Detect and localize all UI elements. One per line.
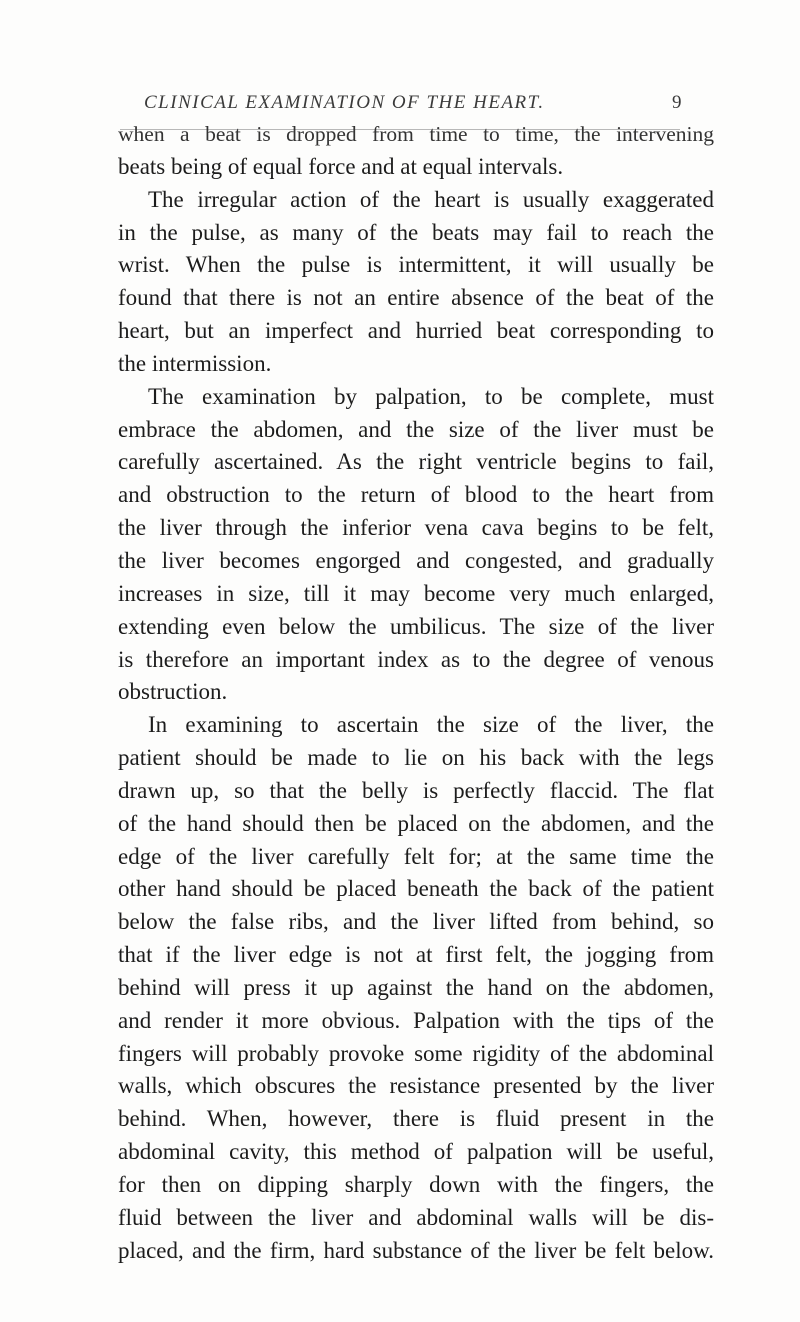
text-line: edge of the liver carefully felt for; at the same time the <box>118 843 714 869</box>
running-title: CLINICAL EXAMINATION OF THE HEART. <box>144 92 545 113</box>
text-line: for then on dipping sharply down with the fingers, the <box>118 1172 714 1197</box>
text-line: patient should be made to lie on his back with the legs <box>118 745 714 771</box>
body-text <box>118 118 714 1268</box>
text-line: of the hand should then be placed on the abdomen, and the <box>118 810 714 836</box>
text-line: found that there is not an entire absence of the beat of the <box>118 285 714 311</box>
text-line: and obstruction to the return of blood to the heart from <box>118 482 714 508</box>
text-line: the liver becomes engorged and congested, and gradually <box>118 547 714 573</box>
text-line: In examining to ascertain the size of the liver, the <box>148 712 714 738</box>
text-line: the liver through the inferior vena cava begins to be felt, <box>118 515 714 541</box>
text-line: behind will press it up against the hand on the abdomen, <box>118 974 714 1000</box>
text-line: and render it more obvious. Palpation with the tips of the <box>118 1007 714 1033</box>
text-line: fluid between the liver and abdominal walls will be dis- <box>118 1204 714 1230</box>
text-line: is therefore an important index as to the degree of venous <box>118 646 714 672</box>
text-line: drawn up, so that the belly is perfectly flaccid. The flat <box>118 777 714 803</box>
text-line: the intermission. <box>118 350 272 376</box>
page-number: 9 <box>672 92 682 113</box>
text-line: embrace the abdomen, and the size of the liver must be <box>118 416 714 442</box>
text-line: walls, which obscures the resistance presented by the liver <box>118 1073 714 1099</box>
text-line: beats being of equal force and at equal intervals. <box>118 153 564 179</box>
text-line: heart, but an imperfect and hurried beat corresponding to <box>118 318 714 344</box>
text-line: The examination by palpation, to be complete, must <box>148 383 714 409</box>
text-line: wrist. When the pulse is intermittent, it will usually be <box>118 252 714 278</box>
text-line: obstruction. <box>118 679 228 705</box>
text-line: below the false ribs, and the liver lifted from behind, so <box>118 909 714 935</box>
text-line: placed, and the firm, hard substance of the liver be felt below. <box>118 1237 714 1263</box>
text-line: abdominal cavity, this method of palpation will be useful, <box>118 1139 714 1165</box>
text-line: carefully ascertained. As the right ventricle begins to fail, <box>118 449 714 475</box>
text-line: in the pulse, as many of the beats may fail to reach the <box>118 219 714 245</box>
text-line: behind. When, however, there is fluid present in the <box>118 1106 714 1132</box>
text-line: increases in size, till it may become very much enlarged, <box>118 580 714 606</box>
text-line: other hand should be placed beneath the back of the patient <box>118 876 714 902</box>
text-line: that if the liver edge is not at first felt, the jogging from <box>118 942 714 968</box>
text-line: The irregular action of the heart is usually exaggerated <box>148 186 714 212</box>
text-line: when a beat is dropped from time to time, the intervening <box>118 122 714 146</box>
text-line: extending even below the umbilicus. The size of the liver <box>118 613 714 639</box>
text-line: fingers will probably provoke some rigidity of the abdominal <box>118 1040 714 1066</box>
